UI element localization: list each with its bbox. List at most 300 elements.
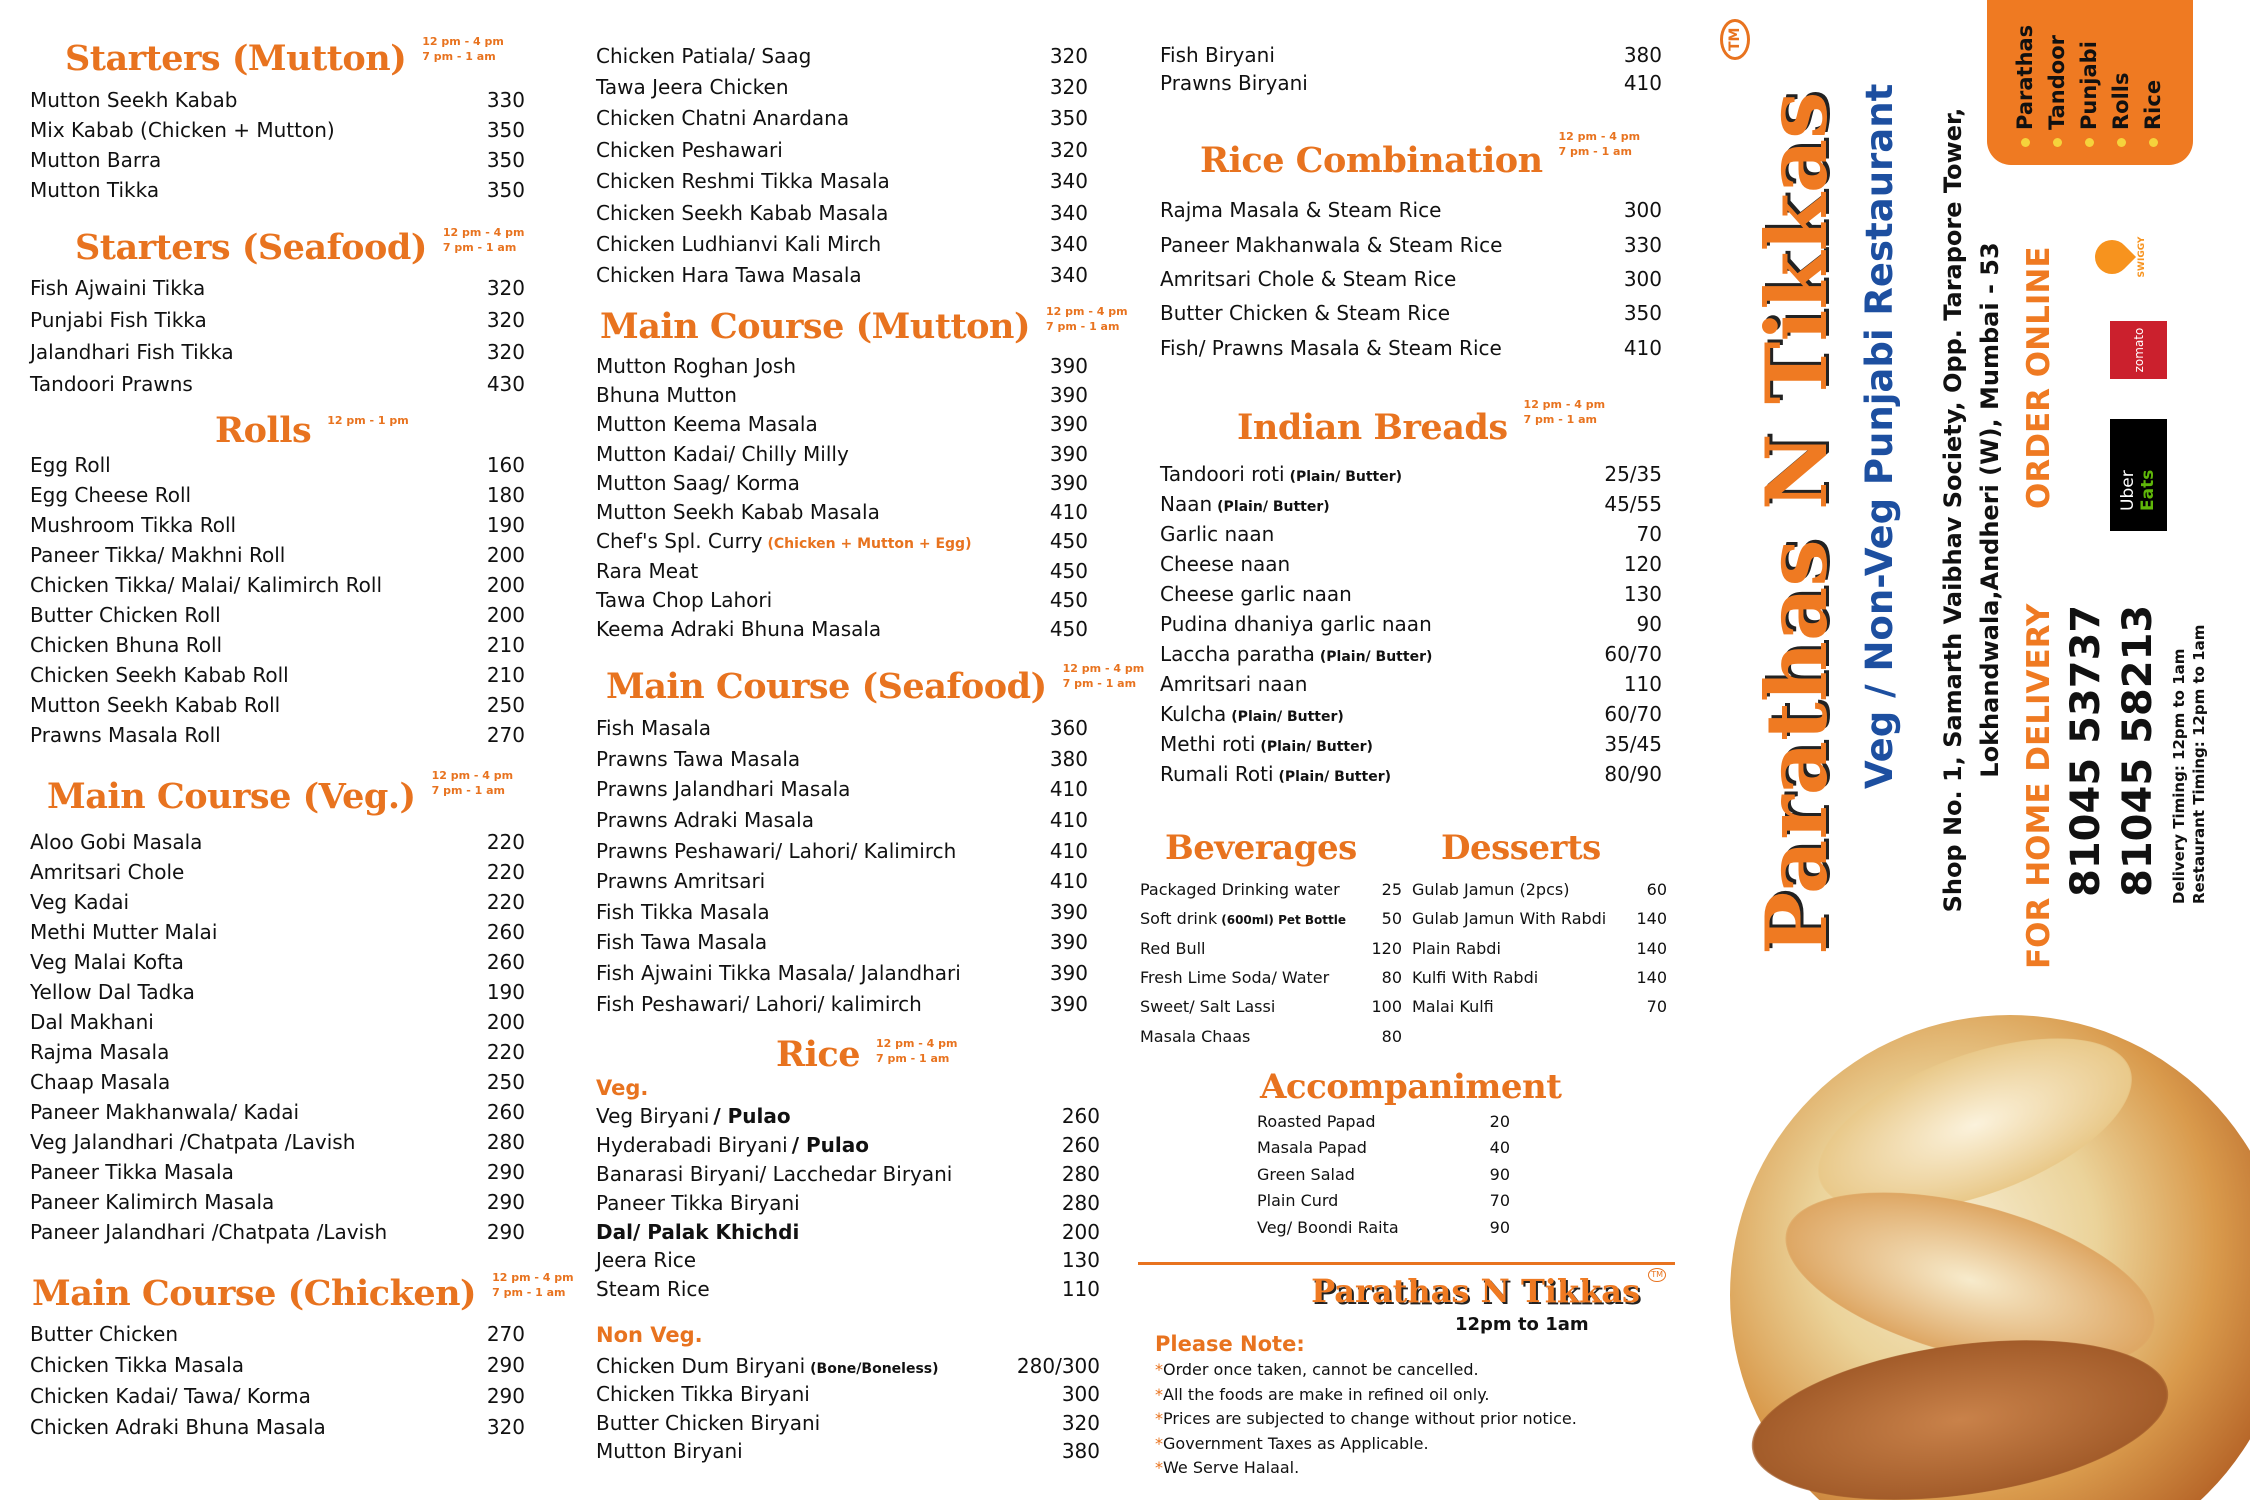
section-rice-non-veg bbox=[596, 1318, 1100, 1465]
menu-item bbox=[1160, 262, 1662, 296]
section-title: Main Course (Veg.) bbox=[47, 776, 416, 817]
item-name: Egg Roll bbox=[30, 453, 111, 477]
item-price: 180 bbox=[486, 483, 525, 507]
item-name: Mutton Barra bbox=[30, 148, 162, 172]
item-name: Punjabi Fish Tikka bbox=[30, 308, 207, 332]
menu-item bbox=[596, 351, 1088, 380]
section-main-course-chicken bbox=[30, 1268, 574, 1442]
menu-item bbox=[30, 660, 525, 690]
item-price: 410 bbox=[1623, 71, 1662, 95]
item-name: Veg Kadai bbox=[30, 890, 130, 914]
menu-item bbox=[596, 197, 1088, 228]
address-line-1: Shop No. 1, Samarth Vaibhav Society, Opp. Tarapore Tower, bbox=[1939, 107, 1967, 913]
item-price: 130 bbox=[1061, 1248, 1100, 1273]
menu-item bbox=[1140, 875, 1402, 904]
item-price: 350 bbox=[1623, 301, 1662, 326]
menu-item bbox=[30, 480, 525, 510]
item-name: Chicken Peshawari bbox=[596, 137, 783, 162]
menu-item bbox=[1160, 729, 1662, 759]
menu-item bbox=[30, 1067, 525, 1097]
menu-item bbox=[1160, 669, 1662, 699]
item-name: Butter Chicken Roll bbox=[30, 603, 221, 627]
item-name: Chicken Hara Tawa Masala bbox=[596, 263, 862, 288]
item-name: Chef's Spl. Curry bbox=[596, 529, 763, 554]
menu-item bbox=[1140, 904, 1402, 933]
item-name: Amritsari naan bbox=[1160, 672, 1308, 696]
item-price: 290 bbox=[486, 1190, 525, 1214]
menu-item bbox=[596, 40, 1088, 71]
item-price: 390 bbox=[1049, 382, 1088, 407]
item-price: 320 bbox=[486, 1414, 525, 1439]
item-name: Paneer Jalandhari /Chatpata /Lavish bbox=[30, 1220, 388, 1244]
divider bbox=[1138, 1262, 1675, 1265]
category-item: Parathas bbox=[2009, 0, 2041, 147]
item-name: Fish Biryani bbox=[1160, 43, 1275, 67]
section-title: Rolls bbox=[215, 410, 312, 451]
section-starters-seafood bbox=[30, 223, 525, 400]
item-name: Jeera Rice bbox=[596, 1248, 697, 1273]
menu-item bbox=[596, 166, 1088, 197]
menu-item bbox=[30, 1411, 525, 1442]
category-item: Rolls bbox=[2105, 0, 2137, 147]
item-name: Butter Chicken & Steam Rice bbox=[1160, 301, 1451, 326]
note-item: *Order once taken, cannot be cancelled. bbox=[1155, 1360, 1479, 1379]
item-name: Tawa Chop Lahori bbox=[596, 588, 773, 613]
menu-item bbox=[1160, 699, 1662, 729]
section-title: Accompaniment bbox=[1260, 1067, 1562, 1107]
menu-item bbox=[596, 1380, 1100, 1408]
menu-item bbox=[596, 1160, 1100, 1189]
item-name: Mutton Saag/ Korma bbox=[596, 470, 800, 495]
timing: 12 pm - 4 pm 7 pm - 1 am bbox=[1558, 130, 1641, 158]
item-price: 90 bbox=[1489, 1164, 1510, 1184]
item-price: 110 bbox=[1061, 1277, 1100, 1302]
item-price: 120 bbox=[1371, 938, 1402, 958]
timing: 12 pm - 4 pm 7 pm - 1 am bbox=[492, 1271, 574, 1299]
item-price: 410 bbox=[1049, 500, 1088, 525]
item-name: Fish Ajwaini Tikka bbox=[30, 276, 206, 300]
item-name: Paneer Makhanwala/ Kadai bbox=[30, 1100, 300, 1124]
item-note: / Pulao bbox=[791, 1133, 870, 1158]
item-name: Egg Cheese Roll bbox=[30, 483, 192, 507]
item-price: 290 bbox=[486, 1160, 525, 1184]
item-price: 190 bbox=[486, 980, 525, 1004]
menu-item bbox=[30, 175, 525, 205]
item-name: Laccha paratha bbox=[1160, 642, 1315, 666]
item-name: Bhuna Mutton bbox=[596, 382, 737, 407]
section-header bbox=[1257, 1066, 1562, 1108]
menu-item bbox=[596, 439, 1088, 468]
menu-item bbox=[30, 570, 525, 600]
item-price: 320 bbox=[1049, 75, 1088, 100]
section-rolls bbox=[30, 411, 525, 750]
item-price: 430 bbox=[486, 372, 525, 396]
item-price: 340 bbox=[1049, 263, 1088, 288]
menu-item bbox=[1160, 296, 1662, 330]
section-indian-breads bbox=[1160, 395, 1662, 789]
item-price: 320 bbox=[1049, 137, 1088, 162]
menu-item bbox=[30, 1380, 525, 1411]
item-price: 35/45 bbox=[1604, 732, 1662, 756]
menu-item bbox=[1412, 875, 1667, 904]
note-item: *Prices are subjected to change without prior notice. bbox=[1155, 1409, 1577, 1428]
item-price: 270 bbox=[486, 723, 525, 747]
item-name: Masala Papad bbox=[1257, 1138, 1367, 1158]
item-name: Amritsari Chole & Steam Rice bbox=[1160, 266, 1457, 291]
item-price: 80 bbox=[1381, 1026, 1402, 1046]
section-header bbox=[596, 1034, 1100, 1074]
section-header bbox=[1160, 395, 1662, 459]
category-box bbox=[1987, 0, 2193, 165]
item-name: Tandoori roti bbox=[1160, 462, 1285, 486]
item-note: (Chicken + Mutton + Egg) bbox=[767, 536, 972, 553]
section-main-course-seafood bbox=[596, 659, 1145, 1019]
menu-item bbox=[30, 630, 525, 660]
menu-item bbox=[1257, 1108, 1510, 1135]
item-name: Fish Peshawari/ Lahori/ kalimirch bbox=[596, 991, 922, 1016]
item-note: (Plain/ Butter) bbox=[1289, 469, 1403, 485]
menu-item bbox=[30, 272, 525, 304]
menu-item bbox=[30, 720, 525, 750]
item-name: Methi Mutter Malai bbox=[30, 920, 218, 944]
menu-item bbox=[596, 713, 1088, 744]
section-title: Rice Combination bbox=[1200, 139, 1543, 181]
item-price: 220 bbox=[486, 890, 525, 914]
section-title: Main Course (Chicken) bbox=[32, 1272, 477, 1314]
footer-brand: Parathas N Tikkas TM bbox=[1290, 1272, 1640, 1316]
item-name: Chicken Adraki Bhuna Masala bbox=[30, 1414, 326, 1439]
item-note: (600ml) Pet Bottle bbox=[1221, 913, 1347, 928]
item-name: Chicken Chatni Anardana bbox=[596, 106, 850, 131]
item-name: Masala Chaas bbox=[1140, 1026, 1251, 1046]
timing: 12 pm - 4 pm 7 pm - 1 am bbox=[442, 226, 525, 254]
item-price: 110 bbox=[1623, 672, 1662, 696]
section-rice-non-veg-continued bbox=[1160, 41, 1662, 97]
item-name: Chicken Tikka Biryani bbox=[596, 1382, 810, 1407]
item-price: 320 bbox=[1061, 1410, 1100, 1435]
item-name: Sweet/ Salt Lassi bbox=[1140, 997, 1276, 1017]
item-name: Mutton Keema Masala bbox=[596, 412, 818, 437]
item-name: Mushroom Tikka Roll bbox=[30, 513, 237, 537]
item-price: 290 bbox=[486, 1383, 525, 1408]
menu-item bbox=[30, 1318, 525, 1349]
menu-item bbox=[1160, 227, 1662, 261]
item-price: 190 bbox=[486, 513, 525, 537]
item-price: 210 bbox=[486, 633, 525, 657]
item-name: Prawns Masala Roll bbox=[30, 723, 221, 747]
item-name: Mutton Roghan Josh bbox=[596, 353, 797, 378]
item-name: Fish Ajwaini Tikka Masala/ Jalandhari bbox=[596, 961, 961, 986]
item-price: 410 bbox=[1049, 808, 1088, 833]
menu-item bbox=[1257, 1135, 1510, 1162]
order-online-label: ORDER ONLINE bbox=[2021, 246, 2057, 509]
timing: 12 pm - 4 pm 7 pm - 1 am bbox=[1062, 662, 1145, 690]
item-name: Prawns Adraki Masala bbox=[596, 808, 814, 833]
note-item: *Government Taxes as Applicable. bbox=[1155, 1433, 1429, 1453]
bullet-icon bbox=[2149, 138, 2158, 147]
item-price: 70 bbox=[1489, 1191, 1510, 1211]
phone-number[interactable]: 81045 53737 bbox=[2063, 604, 2109, 897]
item-price: 410 bbox=[1049, 777, 1088, 802]
item-price: 45/55 bbox=[1604, 492, 1662, 516]
item-name: Malai Kulfi bbox=[1412, 997, 1494, 1017]
item-name: Amritsari Chole bbox=[30, 860, 185, 884]
menu-item bbox=[1412, 934, 1667, 963]
item-name: Prawns Peshawari/ Lahori/ Kalimirch bbox=[596, 838, 957, 863]
menu-item bbox=[1412, 904, 1667, 933]
menu-item bbox=[596, 866, 1088, 897]
item-name: Red Bull bbox=[1140, 938, 1206, 958]
item-price: 450 bbox=[1049, 617, 1088, 642]
item-name: Plain Rabdi bbox=[1412, 938, 1501, 958]
item-name: Rajma Masala bbox=[30, 1040, 170, 1064]
item-price: 25/35 bbox=[1604, 462, 1662, 486]
category-item: Tandoor bbox=[2041, 0, 2073, 147]
item-price: 340 bbox=[1049, 232, 1088, 257]
menu-item bbox=[30, 600, 525, 630]
menu-item bbox=[596, 1437, 1100, 1465]
menu-item bbox=[1160, 459, 1662, 489]
menu-item bbox=[1160, 489, 1662, 519]
item-price: 410 bbox=[1049, 838, 1088, 863]
item-name: Paneer Tikka/ Makhni Roll bbox=[30, 543, 286, 567]
item-price: 280 bbox=[1061, 1161, 1100, 1186]
item-name: Cheese naan bbox=[1160, 552, 1291, 576]
menu-item bbox=[596, 228, 1088, 259]
side-panel bbox=[1690, 0, 2250, 1500]
restaurant-timing: Restaurant Timing: 12pm to 1am bbox=[2190, 624, 2208, 904]
brand-title: Parathas N Tikkas bbox=[1747, 91, 1846, 955]
item-name: Gulab Jamun (2pcs) bbox=[1412, 880, 1570, 900]
item-price: 380 bbox=[1061, 1439, 1100, 1464]
item-name: Veg Biryani bbox=[596, 1104, 710, 1129]
item-price: 200 bbox=[486, 543, 525, 567]
menu-item bbox=[596, 988, 1088, 1019]
item-price: 450 bbox=[1049, 558, 1088, 583]
item-price: 300 bbox=[1061, 1382, 1100, 1407]
section-title: Main Course (Mutton) bbox=[600, 306, 1031, 347]
notes-list bbox=[1155, 1358, 1577, 1481]
section-rice bbox=[596, 1034, 1100, 1304]
timing: 12 pm - 4 pm 7 pm - 1 am bbox=[1523, 398, 1606, 426]
menu-item bbox=[596, 774, 1088, 805]
item-name: Mutton Biryani bbox=[596, 1439, 743, 1464]
item-name: Chicken Kadai/ Tawa/ Korma bbox=[30, 1383, 311, 1408]
item-price: 60 bbox=[1646, 880, 1667, 900]
item-price: 270 bbox=[486, 1321, 525, 1346]
item-price: 450 bbox=[1049, 529, 1088, 554]
item-name: Mix Kabab (Chicken + Mutton) bbox=[30, 118, 335, 142]
item-name: Fish/ Prawns Masala & Steam Rice bbox=[1160, 335, 1502, 360]
menu-item bbox=[596, 103, 1088, 134]
item-name: Paneer Makhanwala & Steam Rice bbox=[1160, 232, 1503, 257]
timing: 12 pm - 4 pm 7 pm - 1 am bbox=[875, 1037, 958, 1065]
item-price: 140 bbox=[1636, 938, 1667, 958]
item-price: 390 bbox=[1049, 930, 1088, 955]
item-price: 260 bbox=[1061, 1104, 1100, 1129]
menu-item bbox=[1140, 963, 1402, 992]
uber-eats-logo[interactable]: Uber Eats bbox=[2110, 419, 2167, 531]
item-name: Garlic naan bbox=[1160, 522, 1275, 546]
item-name: Chicken Bhuna Roll bbox=[30, 633, 223, 657]
item-price: 300 bbox=[1623, 266, 1662, 291]
category-item: Punjabi bbox=[2073, 0, 2105, 147]
item-name: Green Salad bbox=[1257, 1164, 1355, 1184]
menu-item bbox=[596, 835, 1088, 866]
item-note: (Bone/Boneless) bbox=[810, 1361, 939, 1378]
item-price: 250 bbox=[486, 1070, 525, 1094]
menu-item bbox=[1160, 519, 1662, 549]
item-name: Fish Tikka Masala bbox=[596, 899, 770, 924]
section-desserts bbox=[1412, 820, 1667, 1021]
menu-item bbox=[1160, 549, 1662, 579]
item-price: 360 bbox=[1049, 716, 1088, 741]
item-name: Chicken Dum Biryani bbox=[596, 1354, 806, 1379]
timing: 12 pm - 4 pm 7 pm - 1 am bbox=[431, 769, 514, 797]
item-name: Dal Makhani bbox=[30, 1010, 154, 1034]
item-name: Banarasi Biryani/ Lacchedar Biryani bbox=[596, 1161, 953, 1186]
menu-item bbox=[1412, 992, 1667, 1021]
menu-item bbox=[30, 115, 525, 145]
bullet-icon bbox=[2117, 138, 2126, 147]
item-name: Soft drink bbox=[1140, 909, 1218, 929]
section-main-course-chicken-continued bbox=[596, 40, 1088, 291]
menu-item bbox=[1257, 1161, 1510, 1188]
item-price: 290 bbox=[486, 1352, 525, 1377]
item-name: Prawns Jalandhari Masala bbox=[596, 777, 851, 802]
menu-item bbox=[1412, 963, 1667, 992]
menu-item bbox=[1160, 69, 1662, 97]
item-price: 260 bbox=[486, 950, 525, 974]
item-name: Butter Chicken bbox=[30, 1321, 179, 1346]
menu-item bbox=[30, 510, 525, 540]
menu-item bbox=[30, 1217, 525, 1247]
item-name: Chicken Reshmi Tikka Masala bbox=[596, 169, 890, 194]
section-main-course-mutton bbox=[596, 302, 1128, 644]
item-name: Prawns Biryani bbox=[1160, 71, 1308, 95]
menu-item bbox=[1160, 331, 1662, 365]
item-name: Steam Rice bbox=[596, 1277, 710, 1302]
item-price: 380 bbox=[1049, 746, 1088, 771]
item-price: 70 bbox=[1636, 522, 1662, 546]
item-name: Jalandhari Fish Tikka bbox=[30, 340, 234, 364]
menu-item bbox=[30, 977, 525, 1007]
menu-item bbox=[30, 1157, 525, 1187]
item-price: 200 bbox=[486, 603, 525, 627]
item-name: Rajma Masala & Steam Rice bbox=[1160, 198, 1442, 223]
menu-item bbox=[30, 540, 525, 570]
menu-item bbox=[1140, 992, 1402, 1021]
item-price: 330 bbox=[486, 88, 525, 112]
menu-item bbox=[596, 497, 1088, 526]
item-price: 120 bbox=[1623, 552, 1662, 576]
item-price: 200 bbox=[486, 573, 525, 597]
swiggy-pin-icon bbox=[2088, 233, 2136, 281]
item-price: 330 bbox=[1623, 232, 1662, 257]
item-name: Pudina dhaniya garlic naan bbox=[1160, 612, 1432, 636]
menu-item bbox=[596, 744, 1088, 775]
item-name: Fish Tawa Masala bbox=[596, 930, 768, 955]
address bbox=[1935, 60, 2009, 960]
bullet-icon bbox=[2085, 138, 2094, 147]
item-price: 410 bbox=[1623, 335, 1662, 360]
item-price: 390 bbox=[1049, 441, 1088, 466]
item-name: Prawns Amritsari bbox=[596, 869, 766, 894]
zomato-logo[interactable]: zomato bbox=[2110, 321, 2167, 379]
item-price: 390 bbox=[1049, 353, 1088, 378]
menu-item bbox=[596, 958, 1088, 989]
item-price: 90 bbox=[1489, 1217, 1510, 1237]
item-name: Mutton Kadai/ Chilly Milly bbox=[596, 441, 849, 466]
tagline: Veg / Non-Veg Punjabi Restaurant bbox=[1858, 83, 1901, 789]
item-price: 250 bbox=[486, 693, 525, 717]
category-item: Rice bbox=[2137, 0, 2169, 147]
menu-item bbox=[30, 450, 525, 480]
item-price: 350 bbox=[486, 118, 525, 142]
section-header bbox=[30, 411, 525, 450]
item-name: Aloo Gobi Masala bbox=[30, 830, 203, 854]
item-price: 260 bbox=[486, 1100, 525, 1124]
trademark-icon: TM bbox=[1720, 19, 1750, 60]
menu-item bbox=[596, 527, 1088, 556]
item-price: 350 bbox=[1049, 106, 1088, 131]
menu-item bbox=[596, 556, 1088, 585]
menu-item bbox=[596, 1188, 1100, 1217]
menu-item bbox=[30, 917, 525, 947]
section-title: Main Course (Seafood) bbox=[606, 665, 1047, 707]
item-name: Dal/ Palak Khichdi bbox=[596, 1219, 800, 1244]
item-name: Mutton Tikka bbox=[30, 178, 160, 202]
item-price: 60/70 bbox=[1604, 702, 1662, 726]
menu-item bbox=[30, 1349, 525, 1380]
menu-item bbox=[1257, 1188, 1510, 1215]
menu-item bbox=[1160, 639, 1662, 669]
item-name: Prawns Tawa Masala bbox=[596, 746, 801, 771]
section-main-course-veg bbox=[30, 766, 525, 1247]
section-header bbox=[30, 32, 525, 85]
item-note: (Plain/ Butter) bbox=[1319, 649, 1433, 665]
phone-number[interactable]: 81045 58213 bbox=[2115, 604, 2161, 897]
item-price: 200 bbox=[486, 1010, 525, 1034]
item-price: 380 bbox=[1623, 43, 1662, 67]
menu-item bbox=[30, 1097, 525, 1127]
item-name: Naan bbox=[1160, 492, 1213, 516]
subsection-label: Non Veg. bbox=[596, 1323, 703, 1347]
item-note: (Plain/ Butter) bbox=[1278, 769, 1391, 785]
item-note: (Plain/ Butter) bbox=[1217, 499, 1330, 515]
item-price: 350 bbox=[486, 148, 525, 172]
menu-item bbox=[30, 827, 525, 857]
menu-item bbox=[30, 1187, 525, 1217]
menu-item bbox=[30, 336, 525, 368]
menu-item bbox=[1140, 1021, 1402, 1050]
item-price: 390 bbox=[1049, 412, 1088, 437]
menu-item bbox=[596, 1275, 1100, 1304]
menu-item bbox=[1160, 579, 1662, 609]
section-title: Rice bbox=[776, 1033, 860, 1075]
swiggy-logo[interactable]: SWIGGY bbox=[2095, 227, 2167, 287]
item-price: 200 bbox=[1061, 1219, 1100, 1244]
item-price: 160 bbox=[486, 453, 525, 477]
item-note: (Plain/ Butter) bbox=[1260, 739, 1373, 755]
item-note: (Plain/ Butter) bbox=[1231, 709, 1344, 725]
item-price: 80/90 bbox=[1604, 762, 1662, 786]
item-name: Cheese garlic naan bbox=[1160, 582, 1352, 606]
item-name: Mutton Seekh Kabab Roll bbox=[30, 693, 281, 717]
section-accompaniment bbox=[1257, 1066, 1562, 1241]
item-price: 80 bbox=[1381, 968, 1402, 988]
item-name: Hyderabadi Biryani bbox=[596, 1133, 788, 1158]
